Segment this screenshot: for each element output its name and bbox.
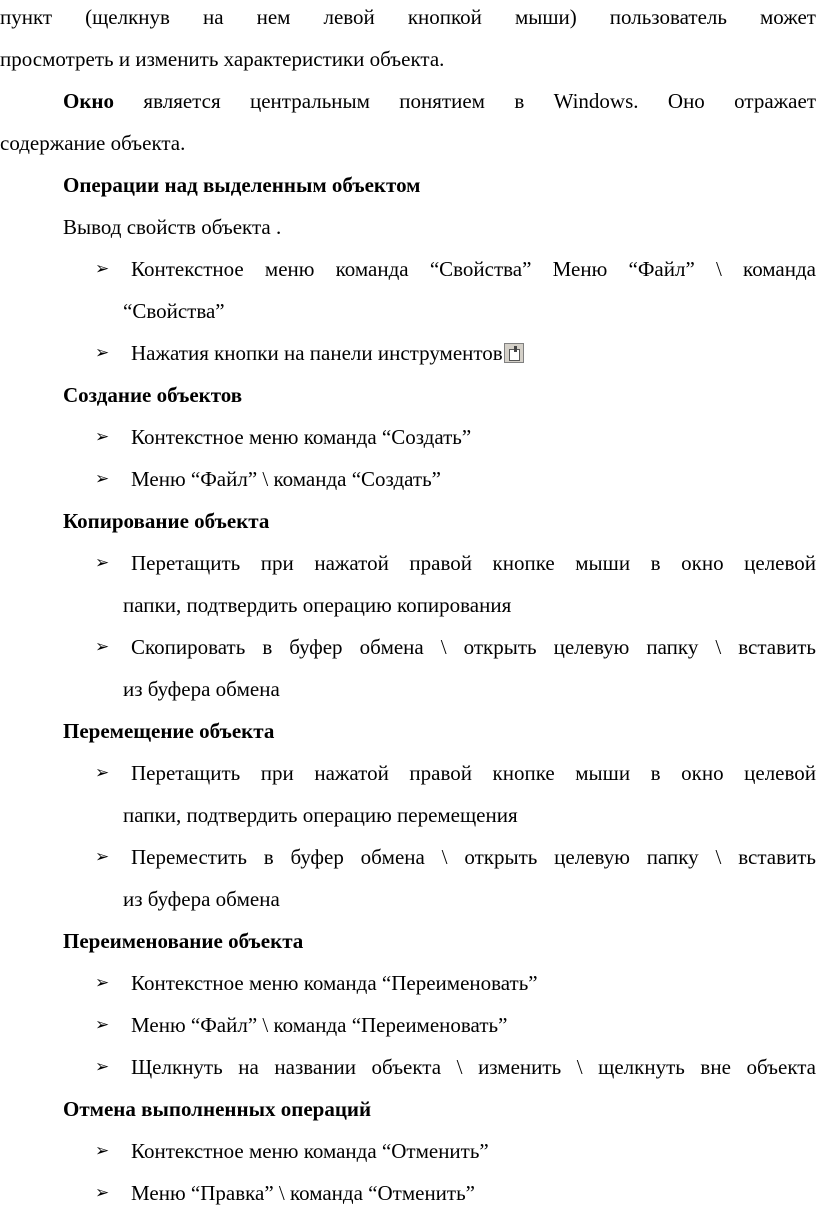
bullet-arrow-icon: ➢ [95,847,110,867]
properties-toolbar-icon [504,343,524,363]
heading-rename: Переименование объекта [63,929,304,953]
copy-bullet-2-line-1: Скопировать в буфер обмена \ открыть целевую папку \ вставить [131,635,816,659]
heading-create: Создание объектов [63,383,243,407]
bullet-arrow-icon: ➢ [95,1057,110,1077]
window-definition: является центральным понятием в Windows. Оно отражает [114,89,816,113]
rename-bullet-1: Контекстное меню команда “Переименовать” [131,971,538,995]
bullet-arrow-icon: ➢ [95,553,110,573]
operations-bullet-2-text: Нажатия кнопки на панели инструментов [131,341,503,365]
operations-bullet-1-line-1: Контекстное меню команда “Свойства” Меню “Файл” \ команда [131,257,816,281]
create-bullet-1: Контекстное меню команда “Создать” [131,425,472,449]
bullet-arrow-icon: ➢ [95,259,110,279]
bullet-arrow-icon: ➢ [95,763,110,783]
operations-bullet-2 [131,340,524,366]
rename-bullet-3: Щелкнуть на названии объекта \ изменить \ щелкнуть вне объекта [131,1055,816,1079]
undo-bullet-2: Меню “Правка” \ команда “Отменить” [131,1181,475,1205]
intro-line-2: просмотреть и изменить характеристики объекта. [0,47,445,71]
move-bullet-2-line-1: Переместить в буфер обмена \ открыть целевую папку \ вставить [131,845,816,869]
copy-bullet-2-line-2: из буфера обмена [123,677,280,701]
copy-bullet-1-line-2: папки, подтвердить операцию копирования [123,593,512,617]
bullet-arrow-icon: ➢ [95,427,110,447]
window-paragraph-line-1 [63,88,816,114]
heading-undo: Отмена выполненных операций [63,1097,372,1121]
operations-bullet-1-line-2: “Свойства” [123,299,225,323]
create-bullet-2: Меню “Файл” \ команда “Создать” [131,467,441,491]
copy-bullet-1-line-1: Перетащить при нажатой правой кнопке мыши в окно целевой [131,551,816,575]
bullet-arrow-icon: ➢ [95,1141,110,1161]
bullet-arrow-icon: ➢ [95,1183,110,1203]
bullet-arrow-icon: ➢ [95,1015,110,1035]
move-bullet-1-line-1: Перетащить при нажатой правой кнопке мыши в окно целевой [131,761,816,785]
move-bullet-2-line-2: из буфера обмена [123,887,280,911]
bullet-arrow-icon: ➢ [95,469,110,489]
bullet-arrow-icon: ➢ [95,343,110,363]
bullet-arrow-icon: ➢ [95,973,110,993]
bullet-arrow-icon: ➢ [95,637,110,657]
heading-copy: Копирование объекта [63,509,270,533]
subheading-properties: Вывод свойств объекта . [63,215,282,239]
move-bullet-1-line-2: папки, подтвердить операцию перемещения [123,803,518,827]
window-term: Окно [63,89,115,113]
heading-operations: Операции над выделенным объектом [63,173,421,197]
window-paragraph-line-2: содержание объекта. [0,131,186,155]
undo-bullet-1: Контекстное меню команда “Отменить” [131,1139,489,1163]
heading-move: Перемещение объекта [63,719,275,743]
intro-line-1: пункт (щелкнув на нем левой кнопкой мыши) пользователь может [0,5,816,29]
rename-bullet-2: Меню “Файл” \ команда “Переименовать” [131,1013,508,1037]
